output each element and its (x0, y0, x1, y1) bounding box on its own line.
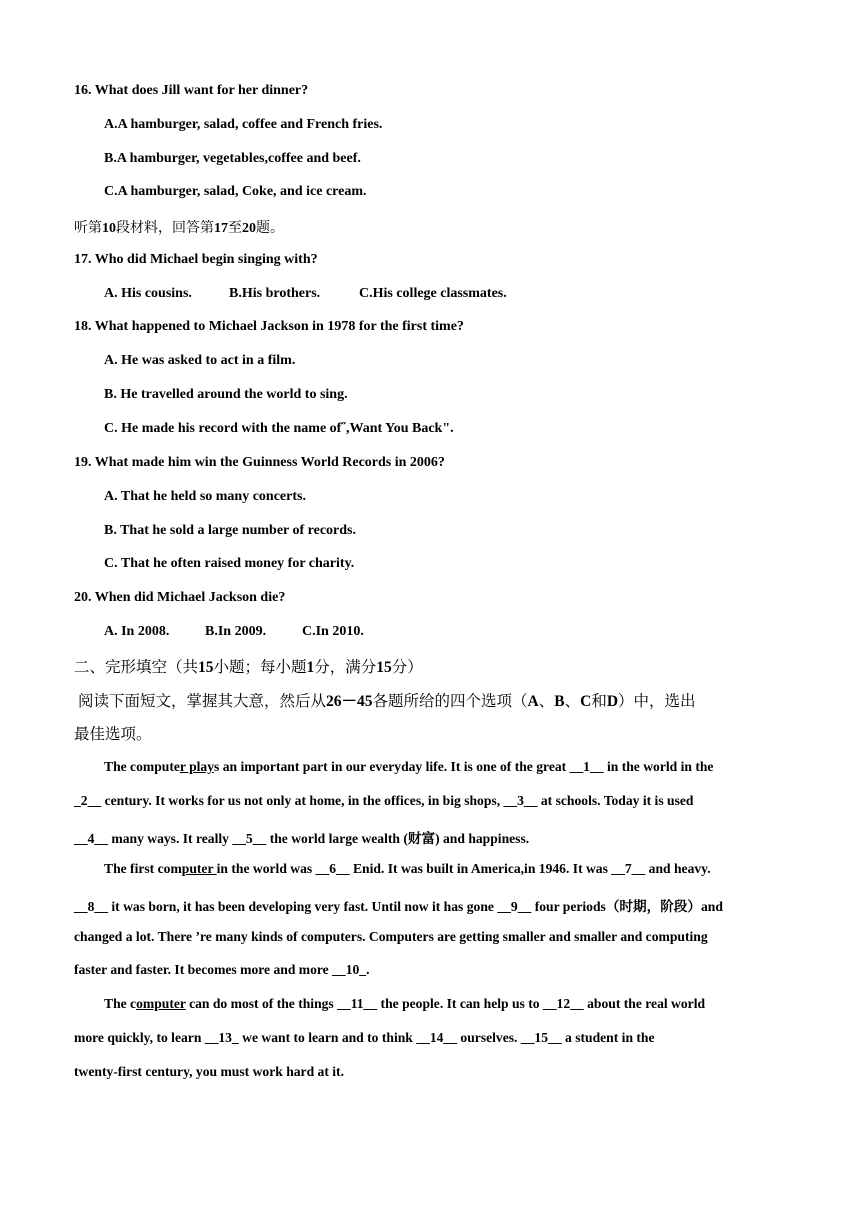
directions-letter: A (527, 693, 539, 710)
para3-line3: twenty-first century, you must work hard at it. (74, 1064, 344, 1079)
para-text: s an important part in our everyday life. It is one of the great __1__ in the world in the (214, 759, 714, 774)
para2-line2: __8__ it was born, it has been developing very fast. Until now it has gone __9__ four periods（时期，阶段）and (74, 899, 723, 914)
question-16: 16. What does Jill want for her dinner? (74, 83, 309, 98)
directions-text: 阅读下面短文，掌握其大意，然后从 (78, 692, 327, 710)
option-17a: A. His cousins. (104, 286, 192, 301)
heading-text: 小题；每小题 (213, 658, 307, 676)
directions-number: 26－45 (326, 693, 373, 710)
directions-text: 各题所给的四个选项（ (372, 692, 528, 710)
para3-line2: more quickly, to learn __13_ we want to learn and to think __14__ ourselves. __15__ a student in the (74, 1030, 655, 1045)
directions-text: 和 (591, 692, 607, 710)
option-16b: B.A hamburger, vegetables,coffee and beef. (104, 151, 361, 166)
option-19c: C. That he often raised money for charity. (104, 556, 355, 571)
para2-line4: faster and faster. It becomes more and more __10_. (74, 962, 370, 977)
directions-letter: C (580, 693, 592, 710)
options-20 (104, 624, 364, 640)
para-text: The compute (104, 759, 180, 774)
option-20c: C.In 2010. (302, 624, 364, 639)
option-20b: B.In 2009. (205, 624, 267, 639)
directions-letter: D (606, 693, 619, 710)
instruction-text: 听第 (74, 220, 102, 236)
listening-instruction (74, 217, 284, 237)
para2-line1 (104, 861, 711, 877)
heading-text: 二、完形填空（共 (74, 658, 199, 676)
directions-letter: B (554, 693, 565, 710)
para-text: in the world was __6__ Enid. It was built in America,in 1946. It was __7__ and heavy. (216, 861, 711, 876)
para3-line1 (104, 996, 705, 1012)
option-16c: C.A hamburger, salad, Coke, and ice cream. (104, 184, 367, 199)
para-text: The c (104, 996, 137, 1011)
cloze-section-heading (74, 655, 423, 677)
option-18a: A. He was asked to act in a film. (104, 353, 296, 368)
option-19b: B. That he sold a large number of records. (104, 523, 357, 538)
para2-line3: changed a lot. There ’re many kinds of computers. Computers are getting smaller and smaller and computing (74, 929, 708, 944)
heading-number: 15 (376, 659, 392, 676)
option-19a: A. That he held so many concerts. (104, 489, 306, 504)
heading-number: 15 (198, 659, 214, 676)
instruction-text: 至 (228, 220, 242, 236)
instruction-text: 段材料，回答第 (116, 220, 214, 236)
instruction-number: 10 (102, 221, 116, 236)
option-18c: C. He made his record with the name of˝,Want You Back". (104, 421, 454, 436)
heading-text: 分，满分 (314, 658, 377, 676)
heading-text: 分） (391, 658, 423, 676)
question-17: 17. Who did Michael begin singing with? (74, 252, 318, 267)
option-17b: B.His brothers. (229, 286, 321, 301)
instruction-number: 20 (242, 221, 256, 236)
instruction-text: 题。 (256, 220, 284, 236)
option-16a: A.A hamburger, salad, coffee and French fries. (104, 117, 383, 132)
heading-number: 1 (306, 659, 315, 676)
cloze-directions-line1 (78, 689, 696, 711)
directions-text: 、 (538, 692, 555, 710)
cloze-directions-line2: 最佳选项。 (74, 725, 152, 743)
para-text: The first com (104, 861, 182, 876)
instruction-number: 17 (214, 221, 228, 236)
para-underlined-text: omputer (136, 996, 186, 1011)
para-text: can do most of the things __11__ the people. It can help us to __12__ about the real world (185, 996, 706, 1011)
para1-line3: __4__ many ways. It really __5__ the world large wealth (财富) and happiness. (74, 831, 530, 846)
question-20: 20. When did Michael Jackson die? (74, 590, 286, 605)
options-17 (104, 286, 507, 302)
option-17c: C.His college classmates. (359, 286, 507, 301)
para1-line2: _2__ century. It works for us not only at home, in the offices, in big shops, __3__ at schools. Today it is used (74, 793, 694, 808)
question-18: 18. What happened to Michael Jackson in 1978 for the first time? (74, 319, 464, 334)
para-underlined-text: puter (181, 861, 217, 876)
directions-text: ）中，选出 (618, 692, 696, 710)
directions-text: 、 (564, 692, 581, 710)
option-20a: A. In 2008. (104, 624, 170, 639)
para-underlined-text: r play (179, 759, 215, 774)
option-18b: B. He travelled around the world to sing. (104, 387, 348, 402)
para1-line1 (104, 759, 713, 775)
question-19: 19. What made him win the Guinness World Records in 2006? (74, 455, 445, 470)
